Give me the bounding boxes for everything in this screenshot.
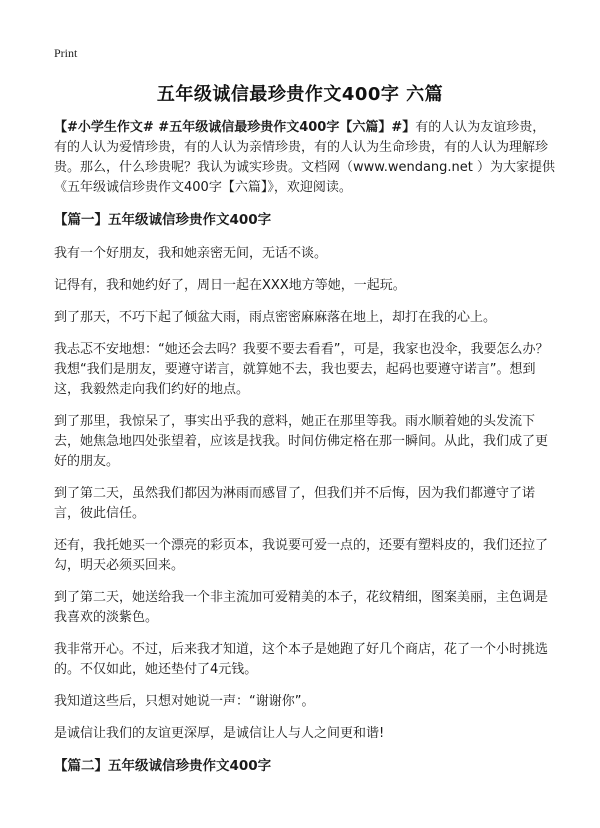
intro-tag: 【#小学生作文# #五年级诚信最珍贵作文400字【六篇】#】 xyxy=(54,120,416,135)
section-heading-1: 【篇一】五年级诚信珍贵作文400字 xyxy=(54,212,272,228)
paragraph: 我忐忑不安地想：“她还会去吗？我要不要去看看”，可是，我家也没伞，我要怎么办？我想“我们是朋友，要遵守诺言，就算她不去，我也要去，起码也要遵守诺言”。想到这，我毅然走向我们约好的地点。 xyxy=(54,342,549,397)
paragraph: 到了第二天，她送给我一个非主流加可爱精美的本子，花纹精细，图案美丽，主色调是我喜欢的淡紫色。 xyxy=(54,590,549,625)
paragraph: 到了第二天，虽然我们都因为淋雨而感冒了，但我们并不后悔，因为我们都遵守了诺言，彼此信任。 xyxy=(54,486,536,521)
intro-paragraph xyxy=(54,118,556,198)
paragraph: 到了那里，我惊呆了，事实出乎我的意料，她正在那里等我。雨水顺着她的头发流下去，她焦急地四处张望着，应该是找我。时间仿佛定格在那一瞬间。从此，我们成了更好的朋友。 xyxy=(54,414,549,469)
paragraph: 到了那天，不巧下起了倾盆大雨，雨点密密麻麻落在地上，却打在我的心上。 xyxy=(54,310,497,325)
paragraph: 我有一个好朋友，我和她亲密无间，无话不谈。 xyxy=(54,246,328,261)
page-title: 五年级诚信最珍贵作文400字 六篇 xyxy=(156,84,444,105)
article-body xyxy=(54,118,556,790)
paragraph: 记得有，我和她约好了，周日一起在XXX地方等她，一起玩。 xyxy=(54,278,406,293)
intro-text: 有的人认为友谊珍贵，有的人认为爱情珍贵，有的人认为亲情珍贵，有的人认为生命珍贵，有的人认为理解珍贵。那么，什么珍贵呢？我认为诚实珍贵。文档网（www.wendang.net ）为大家提供《五年级诚信珍贵作文400字【六篇】》，欢迎阅读。 xyxy=(54,120,556,195)
paragraph: 是诚信让我们的友谊更深厚，是诚信让人与人之间更和谐! xyxy=(54,726,385,741)
paragraph: 还有，我托她买一个漂亮的彩页本，我说要可爱一点的，还要有塑料皮的，我们还拉了勾，明天必须买回来。 xyxy=(54,538,549,573)
section-heading-2: 【篇二】五年级诚信珍贵作文400字 xyxy=(54,758,272,774)
print-link[interactable]: Print xyxy=(54,46,78,60)
paragraph: 我非常开心。不过，后来我才知道，这个本子是她跑了好几个商店，花了一个小时挑选的。不仅如此，她还垫付了4元钱。 xyxy=(54,642,549,677)
paragraph: 我知道这些后，只想对她说一声：“谢谢你”。 xyxy=(54,694,315,709)
